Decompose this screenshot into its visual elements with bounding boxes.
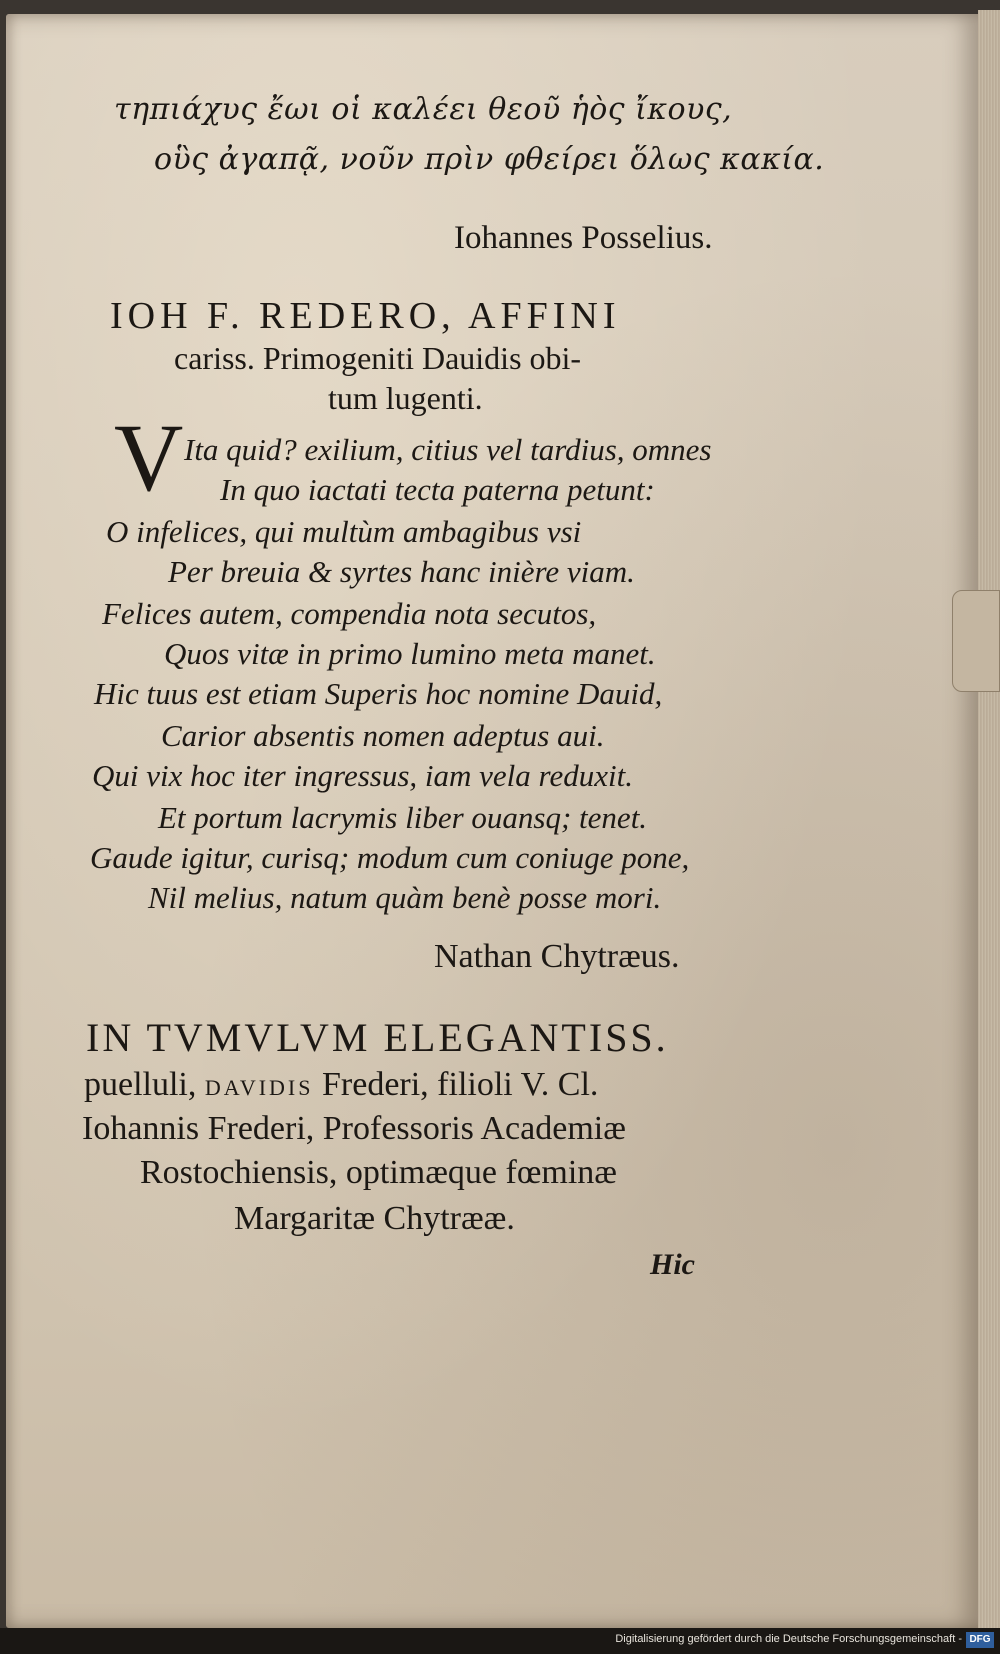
- dfg-logo-icon: DFG: [966, 1632, 994, 1648]
- poem-line-2: In quo iactati tecta paterna petunt:: [220, 472, 655, 507]
- poem-line-1: Ita quid? exilium, citius vel tardius, omnes: [184, 432, 712, 467]
- heading-3-line-2: [84, 1066, 598, 1104]
- poem-line-10: Et portum lacrymis liber ouansq; tenet.: [158, 800, 648, 835]
- page-fore-edge: [978, 10, 1000, 1630]
- catchword: Hic: [650, 1248, 695, 1281]
- poem-line-4: Per breuia & syrtes hanc inière viam.: [168, 554, 635, 589]
- poem-line-3: O infelices, qui multùm ambagibus vsi: [106, 514, 582, 549]
- heading-2-line-1: IOH F. REDERO, AFFINI: [110, 295, 621, 337]
- greek-line-1: τηπιάχυς ἔωι οἱ καλέει θεοῦ ἡὸς ἴκους,: [114, 92, 733, 127]
- heading-3-line-2-c: Frederi, filioli V. Cl.: [322, 1066, 599, 1103]
- book-page: [6, 14, 984, 1628]
- poem-line-5: Felices autem, compendia nota secutos,: [102, 596, 597, 631]
- heading-3-line-3: Iohannis Frederi, Professoris Academiæ: [82, 1110, 626, 1147]
- poem-line-12: Nil melius, natum quàm benè posse mori.: [148, 880, 662, 915]
- heading-2-line-3: tum lugenti.: [328, 380, 483, 416]
- greek-line-2: οὓς ἀγαπᾷ, νοῦν πρὶν φθείρει ὅλως κακία.: [154, 142, 825, 177]
- poem-line-11: Gaude igitur, curisq; modum cum coniuge pone,: [90, 840, 690, 875]
- poem-line-7: Hic tuus est etiam Superis hoc nomine Dauid,: [94, 676, 663, 711]
- signature-posselius: Iohannes Posselius.: [454, 220, 713, 256]
- book-tab: [952, 590, 1000, 692]
- poem-line-6: Quos vitæ in primo lumino meta manet.: [164, 636, 656, 671]
- heading-3-line-2-davidis: DAVIDIS: [204, 1075, 314, 1100]
- signature-chytraeus: Nathan Chytræus.: [434, 938, 680, 975]
- heading-3-line-2-a: puelluli,: [84, 1066, 197, 1103]
- poem-drop-cap: V: [114, 404, 184, 511]
- heading-3-line-1: IN TVMVLVM ELEGANTISS.: [86, 1015, 669, 1060]
- heading-3-line-5: Margaritæ Chytrææ.: [234, 1200, 515, 1237]
- poem-line-9: Qui vix hoc iter ingressus, iam vela reduxit.: [92, 758, 633, 793]
- heading-2-line-2: cariss. Primogeniti Dauidis obi-: [174, 340, 582, 376]
- poem-line-8: Carior absentis nomen adeptus aui.: [161, 718, 605, 753]
- footer-bar: [0, 1628, 1000, 1654]
- footer-credit: Digitalisierung gefördert durch die Deutsche Forschungsgemeinschaft -: [615, 1633, 962, 1645]
- heading-3-line-4: Rostochiensis, optimæque fœminæ: [140, 1154, 617, 1191]
